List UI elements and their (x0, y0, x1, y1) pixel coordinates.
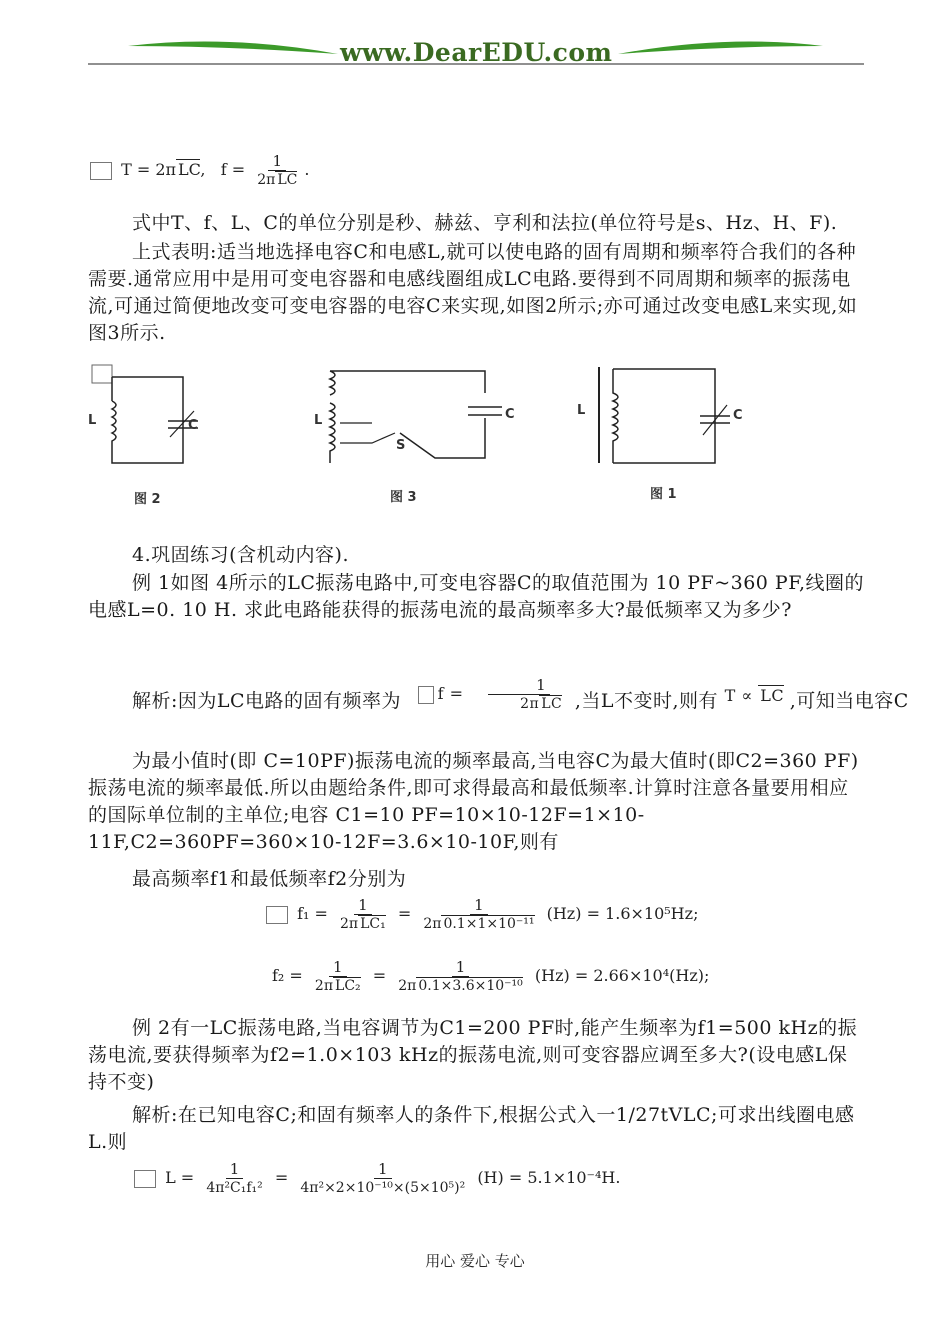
figure-3-caption: 图 3 (390, 490, 417, 505)
paragraph-example-1: 例 1如图 4所示的LC振荡电路中,可变电容器C的取值范围为 10 PF~360 PF,线圈的电感L=0. 10 H. 求此电路能获得的振荡电流的最高频率多大?最低频率又为多少? (88, 572, 864, 621)
figure-4-label-C: C (733, 408, 743, 423)
figure-4 (575, 363, 745, 503)
figure-4-caption: 图 1 (650, 487, 677, 502)
image-placeholder-icon (134, 1170, 156, 1188)
formula-f2: f₂ = $\frac{1}{\text{2π LC₂}}$ = $\frac{1}{\text{2π 0.1×3.6×10⁻¹⁰}}$ (Hz) = 2.66×10⁴(Hz); (272, 958, 710, 994)
paragraph-analysis-1: 解析:因为LC电路的固有频率为 $^{f = \frac{1}{\text{2π LC}}}$ ,当L不变时,则有 $^{T \propto LC}$ ,可知当电容C (132, 676, 909, 712)
figure-3-label-L: L (314, 413, 323, 428)
formula-L: L = $\frac{1}{\text{4π²C₁f₁²}}$ = $\frac{1}{\text{4π²×2×10⁻¹⁰×(5×10⁵)²}}$ (H) = 5.1×10⁻⁴H. (134, 1160, 620, 1197)
figure-2-circuit (88, 363, 198, 503)
inline-formula-proportional: T ∝ LC (724, 686, 785, 705)
image-placeholder-icon (266, 906, 288, 924)
header-site-name: www.DearEDU.com (340, 38, 613, 67)
image-placeholder-icon (418, 686, 434, 704)
paragraph-analysis-3: 解析:在已知电容C;和固有频率人的条件下,根据公式入一1/27tVLC;可求出线圈电感L.则 (88, 1104, 855, 1153)
paragraph-section-4: 4.巩固练习(含机动内容). (132, 544, 349, 566)
paragraph-units: 式中T、f、L、C的单位分别是秒、赫兹、亨利和法拉(单位符号是s、Hz、H、F). (132, 212, 838, 234)
paragraph-analysis-2: 为最小值时(即 C=10PF)振荡电流的频率最高,当电容C为最大值时(即C2=360 PF)振荡电流的频率最低.所以由题给条件,即可求得最高和最低频率.计算时注意各量要用相应的国际单位制的主单位;电容 C1=10 PF=10×10-12F=1×10-11F,C2=360PF=360×10-12F=3.6×10-10F,则有 (88, 750, 859, 853)
figure-2-label-L: L (88, 413, 97, 428)
figure-3 (310, 363, 530, 503)
figure-3-label-S: S (396, 438, 406, 453)
page-footer: 用心 爱心 专心 (425, 1252, 525, 1270)
formula-period-frequency: T = 2π LC, f = $\frac{1}{\text{2π LC}}$ . (90, 152, 309, 189)
image-placeholder-icon (90, 162, 112, 180)
paragraph-example-2: 例 2有一LC振荡电路,当电容调节为C1=200 PF时,能产生频率为f1=500 kHz的振荡电流,要获得频率为f2=1.0×103 kHz的振荡电流,则可变容器应调至多大?(设电感L保持不变) (88, 1017, 858, 1093)
formula-f1: f₁ = $\frac{1}{\text{2π LC₁}}$ = $\frac{1}{\text{2π 0.1×1×10⁻¹¹}}$ (Hz) = 1.6×10⁵Hz; (266, 896, 698, 933)
inline-formula-frequency: f = 1 2π LC (418, 684, 575, 703)
paragraph-frequencies-label: 最高频率f1和最低频率f2分别为 (132, 868, 407, 890)
figure-2-caption: 图 2 (134, 492, 161, 507)
paragraph-explanation: 上式表明:适当地选择电容C和电感L,就可以使电路的固有周期和频率符合我们的各种需要.通常应用中是用可变电容器和电感线圈组成LC电路.要得到不同周期和频率的振荡电流,可通过简便地改变可变电容器的电容C来实现,如图2所示;亦可通过改变电感L来实现,如图3所示. (88, 241, 858, 344)
figure-4-circuit (575, 363, 745, 503)
figure-2 (88, 363, 198, 507)
figure-2-label-C: C (188, 418, 198, 433)
figure-3-circuit (310, 363, 530, 503)
figure-4-label-L: L (577, 403, 586, 418)
figure-3-label-C: C (505, 407, 515, 422)
